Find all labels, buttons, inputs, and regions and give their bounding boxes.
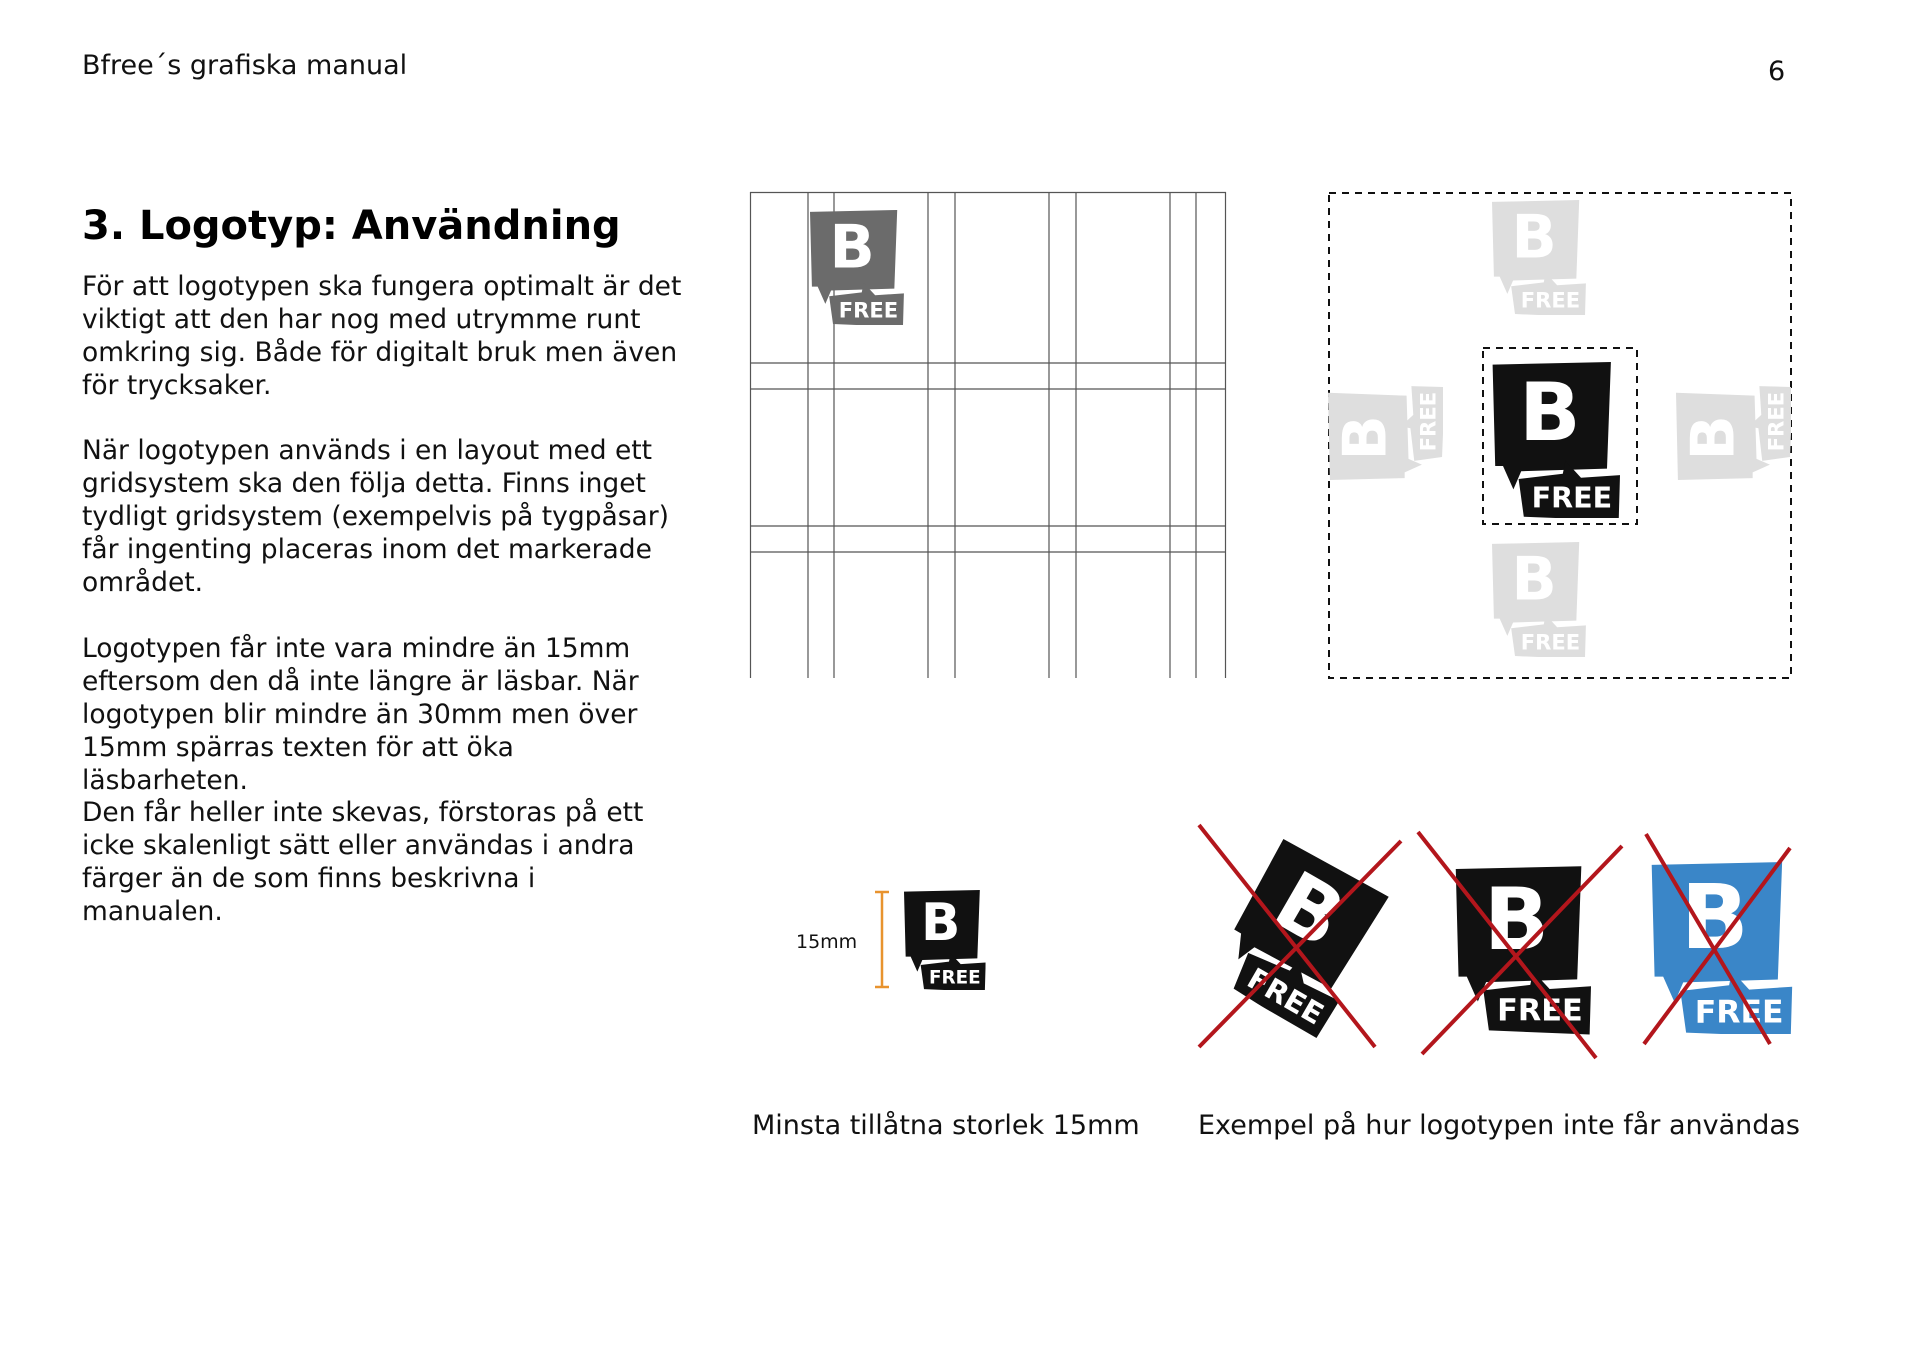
ghost-logo-bottom bbox=[1492, 542, 1586, 659]
misuse-rotated-logo bbox=[1195, 825, 1405, 1050]
paragraph-grid: När logotypen används i en layout med ett gridsystem ska den följa detta. Finns inget tydligt gridsystem (exempelvis på tygpåsar) får ingenting placeras inom det markerade området. bbox=[82, 435, 670, 598]
paragraph-distortion: Den får heller inte skevas, förstoras på ett icke skalenligt sätt eller användas i andra färger än de som finns beskrivna i manualen. bbox=[82, 797, 644, 927]
size-measure-marker bbox=[872, 890, 892, 990]
section-heading: 3. Logotyp: Användning bbox=[82, 203, 621, 249]
paragraph-min-size: Logotypen får inte vara mindre än 15mm eftersom den då inte längre är läsbar. När logotypen blir mindre än 30mm men över 15mm spärras texten för att öka läsbarheten. bbox=[82, 633, 639, 796]
misuse-wrong-color-logo bbox=[1640, 832, 1796, 1047]
paragraph-clearspace: För att logotypen ska fungera optimalt är det viktigt att den har nog med utrymme runt omkring sig. Både för digitalt bruk men även för trycksaker. bbox=[82, 271, 682, 401]
clearspace-illustration bbox=[1328, 192, 1792, 679]
ghost-logo-right bbox=[1676, 386, 1793, 480]
ghost-logo-left bbox=[1328, 386, 1445, 480]
page-number: 6 bbox=[1768, 56, 1786, 87]
logo-min-size bbox=[902, 890, 986, 990]
caption-min-size: Minsta tillåtna storlek 15mm bbox=[752, 1110, 1140, 1141]
grid-illustration bbox=[750, 192, 1226, 678]
size-label-15mm: 15mm bbox=[796, 931, 858, 953]
ghost-logo-top bbox=[1492, 200, 1586, 317]
logo-on-grid bbox=[810, 210, 904, 327]
caption-misuse: Exempel på hur logotypen inte får användas bbox=[1198, 1110, 1800, 1141]
misuse-stretched-logo bbox=[1418, 832, 1624, 1060]
header-title: Bfree´s grafiska manual bbox=[82, 50, 408, 81]
